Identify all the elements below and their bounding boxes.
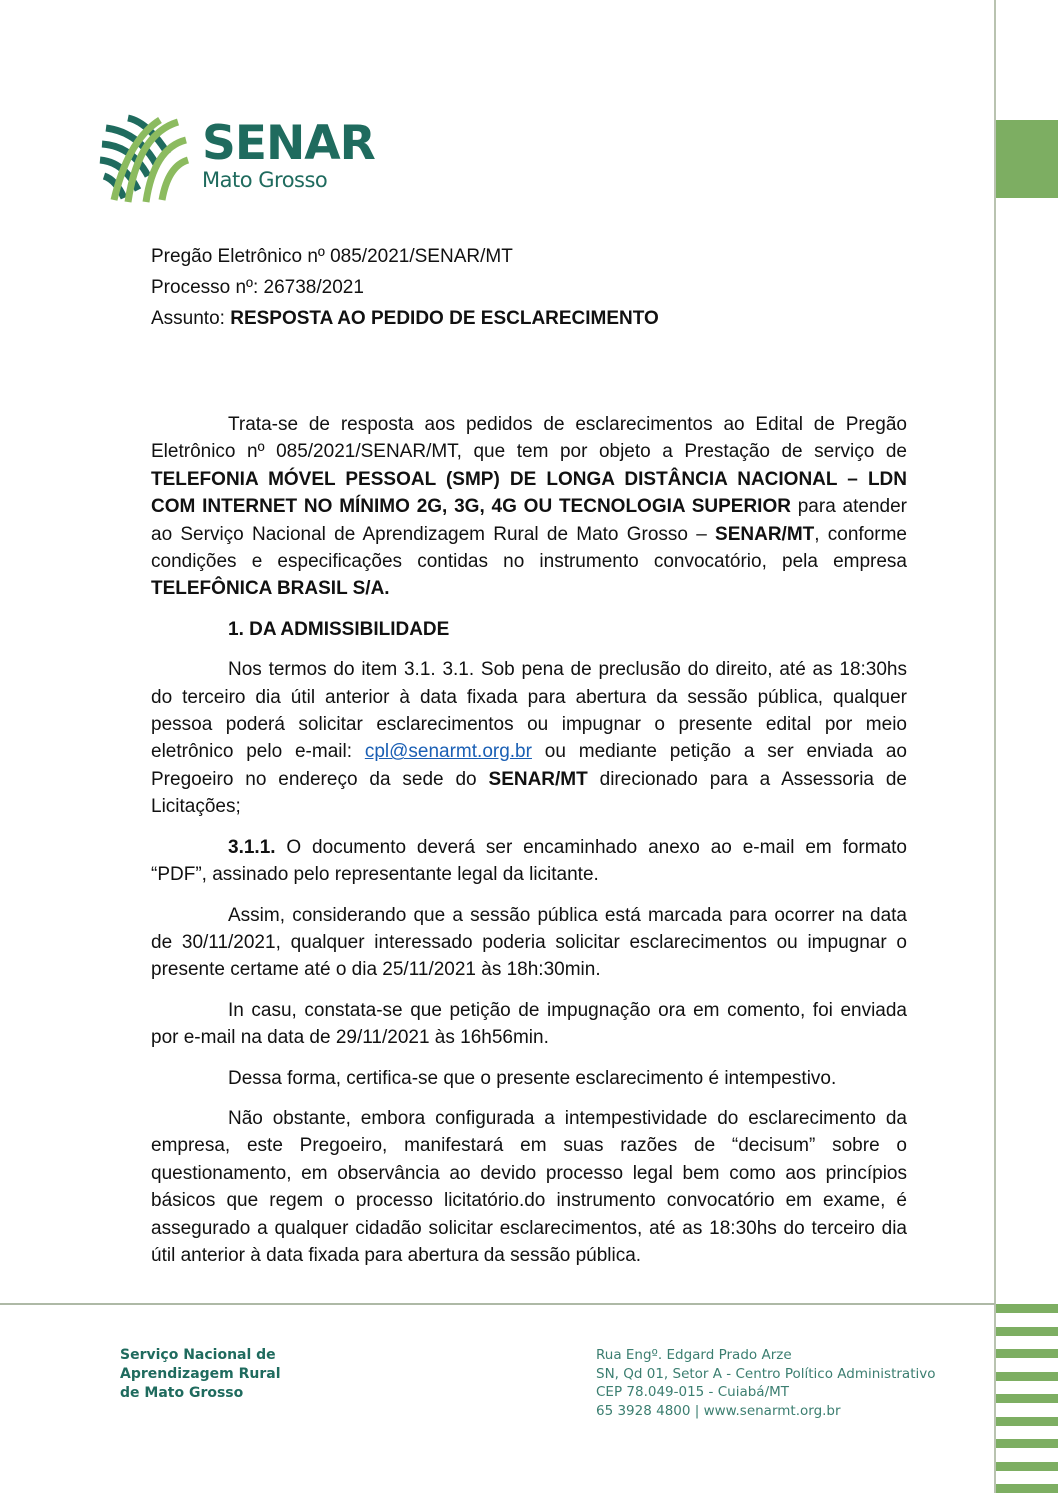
logo-subtitle: Mato Grosso [202, 168, 328, 192]
paragraph-in-casu: In casu, constata-se que petição de impugnação ora em comento, foi enviada por e-mail na data de 29/11/2021 às 16h56min. [151, 999, 907, 1049]
subject-line [151, 303, 659, 334]
stripe [996, 1439, 1058, 1448]
page-border-vertical [994, 0, 996, 1493]
stripe [996, 1372, 1058, 1381]
email-link[interactable]: cpl@senarmt.org.br [364, 741, 532, 763]
paragraph-terms: Nos termos do item 3.1. 3.1. Sob pena de preclusão do direito, até as 18:30hs do terceiro dia útil anterior à data fixada para abertura da sessão pública, qualquer pessoa poderá solicitar esclarecimentos ou impugnar o presente edital por meio eletrônico pelo e-mail: cpl@senarmt.org.br ou mediante petição a ser enviada ao Pregoeiro no endereço da sede do SENAR/MT direcionado para a Assessoria de Licitações; [151, 659, 908, 818]
process-number: Processo nº: 26738/2021 [151, 277, 364, 298]
paragraph-item-3-1-1: 3.1.1. O documento deverá ser encaminhado anexo ao e-mail em formato “PDF”, assinado pelo representante legal da licitante. [151, 836, 907, 886]
stripe [996, 1349, 1058, 1358]
footer-address: Rua Engº. Edgard Prado Arze SN, Qd 01, Setor A - Centro Político Administrativo CEP 78.049-015 - Cuiabá/MT 65 3928 4800 | www.senarmt.org.br [596, 1347, 936, 1419]
stripe [996, 1484, 1058, 1493]
document-header [151, 241, 659, 334]
paragraph-dates: Assim, considerando que a sessão pública está marcada para ocorrer na data de 30/11/2021, qualquer interessado poderia solicitar esclarecimentos ou impugnar o presente certame até o dia 25/11/2021 às 18h:30min. [151, 904, 907, 981]
section-heading: 1. DA ADMISSIBILIDADE [228, 618, 450, 640]
stripe [996, 1417, 1058, 1426]
logo-title: SENAR [202, 116, 375, 171]
subject-value: RESPOSTA AO PEDIDO DE ESCLARECIMENTO [230, 308, 659, 329]
stripe [996, 1462, 1058, 1471]
paragraph-intempestivo: Dessa forma, certifica-se que o presente esclarecimento é intempestivo. [228, 1067, 837, 1089]
decorative-stripes [996, 1304, 1058, 1507]
paragraph-nao-obstante: Não obstante, embora configurada a intempestividade do esclarecimento da empresa, este Pregoeiro, manifestará em suas razões de “decisum” sobre o questionamento, em observância ao devido processo legal bem como aos princípios básicos que regem o processo licitatório.do instrumento convocatório em exame, é assegurado a qualquer cidadão solicitar esclarecimentos, até as 18:30hs do terceiro dia útil anterior à data fixada para abertura da sessão pública. [151, 1107, 907, 1266]
decorative-green-block [996, 120, 1058, 198]
stripe [996, 1394, 1058, 1403]
stripe [996, 1304, 1058, 1313]
subject-label: Assunto: [151, 308, 231, 329]
footer-organization: Serviço Nacional de Aprendizagem Rural de Mato Grosso [120, 1347, 281, 1401]
senar-leaf-icon [98, 114, 190, 204]
footer-divider [0, 1303, 995, 1305]
senar-logo [98, 114, 378, 204]
document-body [151, 411, 907, 1282]
paragraph-intro: Trata-se de resposta aos pedidos de esclarecimentos ao Edital de Pregão Eletrônico nº 085/2021/SENAR/MT, que tem por objeto a Prestação de serviço de TELEFONIA MÓVEL PESSOAL (SMP) DE LONGA DISTÂNCIA NACIONAL – LDN COM INTERNET NO MÍNIMO 2G, 3G, 4G OU TECNOLOGIA SUPERIOR para atender ao Serviço Nacional de Aprendizagem Rural de Mato Grosso – SENAR/MT, conforme condições e especificações contidas no instrumento convocatório, pela empresa TELEFÔNICA BRASIL S/A. [151, 414, 908, 600]
stripe [996, 1327, 1058, 1336]
pregao-number: Pregão Eletrônico nº 085/2021/SENAR/MT [151, 246, 513, 267]
